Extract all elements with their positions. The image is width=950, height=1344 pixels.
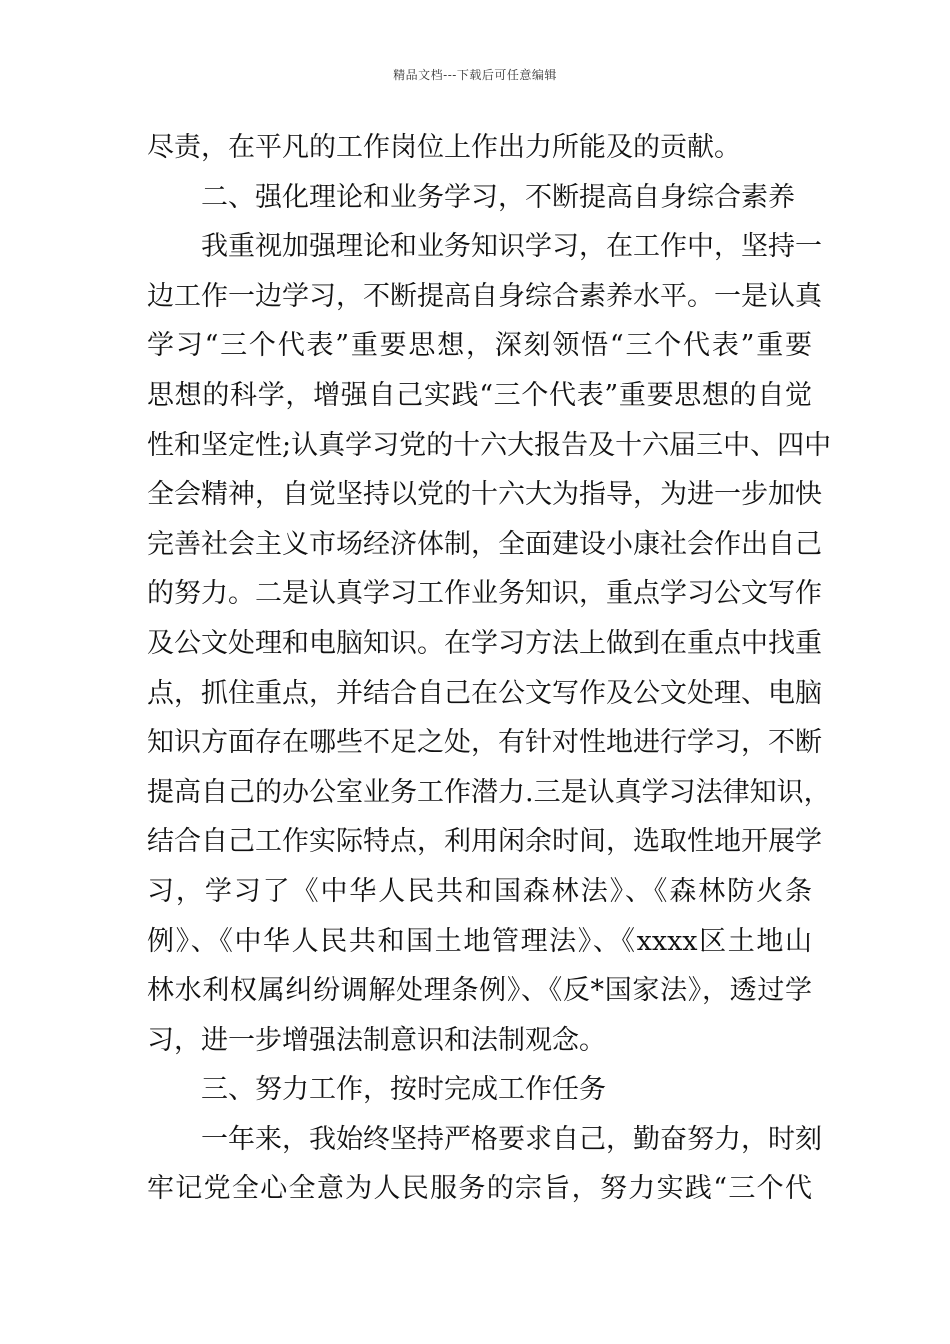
paragraph-line: 思想的科学，增强自己实践“三个代表”重要思想的自觉: [147, 379, 812, 411]
paragraph-line: 全会精神，自觉坚持以党的十六大为指导，为进一步加快: [147, 479, 822, 511]
paragraph-line: 边工作一边学习，不断提高自身综合素养水平。一是认真: [147, 280, 822, 312]
paragraph-line: 牢记党全心全意为人民服务的宗旨，努力实践“三个代: [147, 1173, 812, 1205]
paragraph-line: 一年来，我始终坚持严格要求自己，勤奋努力，时刻: [201, 1123, 822, 1155]
paragraph-line: 尽责，在平凡的工作岗位上作出力所能及的贡献。: [147, 132, 741, 163]
paragraph-line: 完善社会主义市场经济体制，全面建设小康社会作出自己: [147, 528, 822, 560]
paragraph-line: 我重视加强理论和业务知识学习，在工作中，坚持一: [201, 231, 822, 263]
paragraph-line: 的努力。二是认真学习工作业务知识，重点学习公文写作: [147, 578, 822, 610]
paragraph-line: 学习“三个代表”重要思想，深刻领悟“三个代表”重要: [147, 330, 812, 362]
paragraph-line: 例》、《中华人民共和国土地管理法》、《xxxx区土地山: [147, 925, 812, 957]
section-heading: 二、强化理论和业务学习，不断提高自身综合素养: [201, 181, 795, 213]
paragraph-line: 习，学习了《中华人民共和国森林法》、《森林防火条: [147, 875, 812, 907]
paragraph-line: 提高自己的办公室业务工作潜力.三是认真学习法律知识，: [147, 776, 831, 808]
paragraph-line: 性和坚定性;认真学习党的十六大报告及十六届三中、四中: [147, 429, 832, 461]
paragraph-line: 习，进一步增强法制意识和法制观念。: [147, 1024, 606, 1056]
paragraph-line: 知识方面存在哪些不足之处，有针对性地进行学习，不断: [147, 727, 822, 759]
document-body: [147, 123, 832, 1214]
paragraph-line: 及公文处理和电脑知识。在学习方法上做到在重点中找重: [147, 627, 822, 659]
paragraph-line: 林水利权属纠纷调解处理条例》、《反*国家法》，透过学: [147, 975, 812, 1007]
paragraph-line: 结合自己工作实际特点，利用闲余时间，选取性地开展学: [147, 826, 822, 858]
page-header: 精品文档---下载后可任意编辑: [393, 68, 557, 82]
paragraph-line: 点，抓住重点，并结合自己在公文写作及公文处理、电脑: [147, 677, 822, 709]
section-heading: 三、努力工作，按时完成工作任务: [201, 1074, 606, 1106]
